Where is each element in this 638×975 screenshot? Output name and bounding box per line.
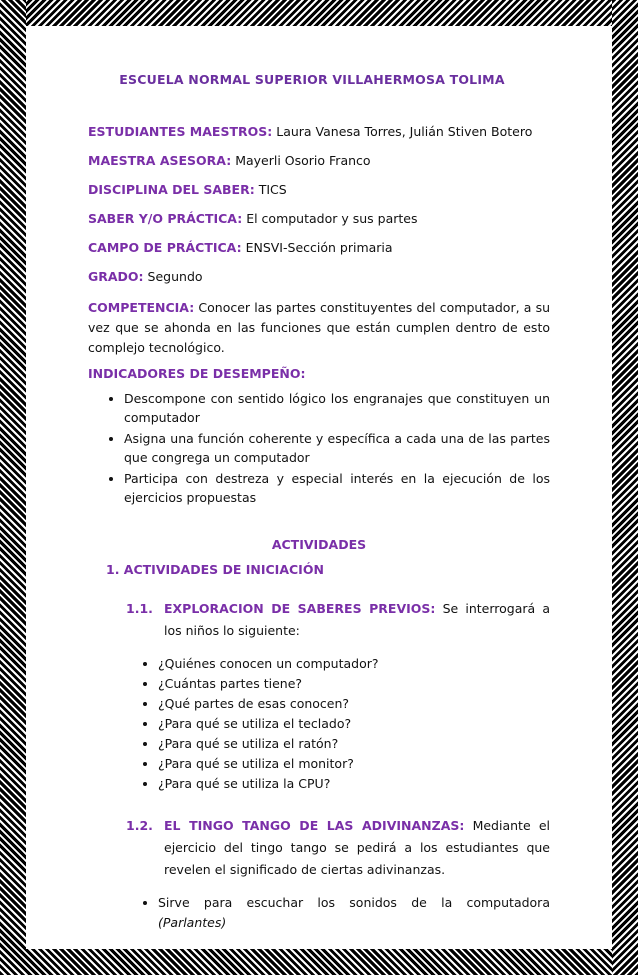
field-value: Laura Vanesa Torres, Julián Stiven Botero (276, 124, 533, 139)
list-item: • Asigna una función coherente y específica a cada una de las partes que congrega un computador (124, 429, 550, 467)
school-title: ESCUELA NORMAL SUPERIOR VILLAHERMOSA TOLIMA (119, 72, 505, 87)
field-value: El computador y sus partes (246, 211, 418, 226)
subsection-1-1 (126, 598, 550, 642)
field-value: ENSVI-Sección primaria (245, 240, 393, 255)
field-value: Segundo (147, 269, 203, 284)
actividades-heading: ACTIVIDADES (271, 537, 367, 552)
field-label: MAESTRA ASESORA: (88, 153, 232, 168)
field-label: DISCIPLINA DEL SABER: (88, 182, 255, 197)
list-item: • Participa con destreza y especial interés en la ejecución de los ejercicios propuestas (124, 469, 550, 507)
riddle-text: Sirve para escuchar los sonidos de la computadora (158, 895, 550, 910)
field-value: Mayerli Osorio Franco (235, 153, 371, 168)
page-border-left (0, 0, 26, 975)
field-estudiantes (88, 124, 550, 140)
list-item (158, 893, 550, 933)
list-item: • ¿Para qué se utiliza el ratón? (158, 734, 550, 754)
subsection-1-2 (126, 815, 550, 881)
field-grado (88, 269, 550, 285)
subsection-text: Se interrogará a los niños lo siguiente: (164, 601, 551, 638)
page-border-right (612, 0, 638, 975)
list-item: • ¿Para qué se utiliza el monitor? (158, 754, 550, 774)
subsection-number: 1.2. (126, 818, 153, 833)
riddle-answer: (Parlantes) (158, 915, 227, 930)
page-border-top (0, 0, 638, 26)
field-value: TICS (258, 182, 287, 197)
field-campo (88, 240, 550, 256)
field-disciplina (88, 182, 550, 198)
field-asesora (88, 153, 550, 169)
questions-list (88, 654, 550, 794)
field-label: SABER Y/O PRÁCTICA: (88, 211, 243, 226)
subsection-text: Mediante el ejercicio del tingo tango se pedirá a los estudiantes que revelen el significado de ciertas adivinanzas. (164, 818, 550, 877)
list-item: • Descompone con sentido lógico los engranajes que constituyen un computador (124, 389, 550, 427)
document-body (88, 72, 550, 933)
section-heading: 1. ACTIVIDADES DE INICIACIÓN (106, 562, 324, 577)
field-saber (88, 211, 550, 227)
field-label: GRADO: (88, 269, 144, 284)
indicadores-heading: INDICADORES DE DESEMPEÑO: (88, 366, 306, 381)
list-item: • ¿Cuántas partes tiene? (158, 674, 550, 694)
list-item: • ¿Para qué se utiliza el teclado? (158, 714, 550, 734)
field-label: CAMPO DE PRÁCTICA: (88, 240, 242, 255)
indicadores-list (88, 389, 550, 507)
page-border-bottom (0, 949, 638, 975)
competencia-paragraph (88, 298, 550, 358)
competencia-text: Conocer las partes constituyentes del computador, a su vez que se ahonda en las funciones que están cumplen dentro de esto complejo tecnológico. (88, 300, 550, 355)
list-item: • ¿Para qué se utiliza la CPU? (158, 774, 550, 794)
competencia-label: COMPETENCIA: (88, 300, 195, 315)
subsection-number: 1.1. (126, 601, 153, 616)
list-item: • ¿Quiénes conocen un computador? (158, 654, 550, 674)
list-item: • ¿Qué partes de esas conocen? (158, 694, 550, 714)
field-label: ESTUDIANTES MAESTROS: (88, 124, 273, 139)
subsection-heading: EL TINGO TANGO DE LAS ADIVINANZAS: (164, 818, 465, 833)
riddle-list (88, 893, 550, 933)
subsection-heading: EXPLORACION DE SABERES PREVIOS: (164, 601, 436, 616)
